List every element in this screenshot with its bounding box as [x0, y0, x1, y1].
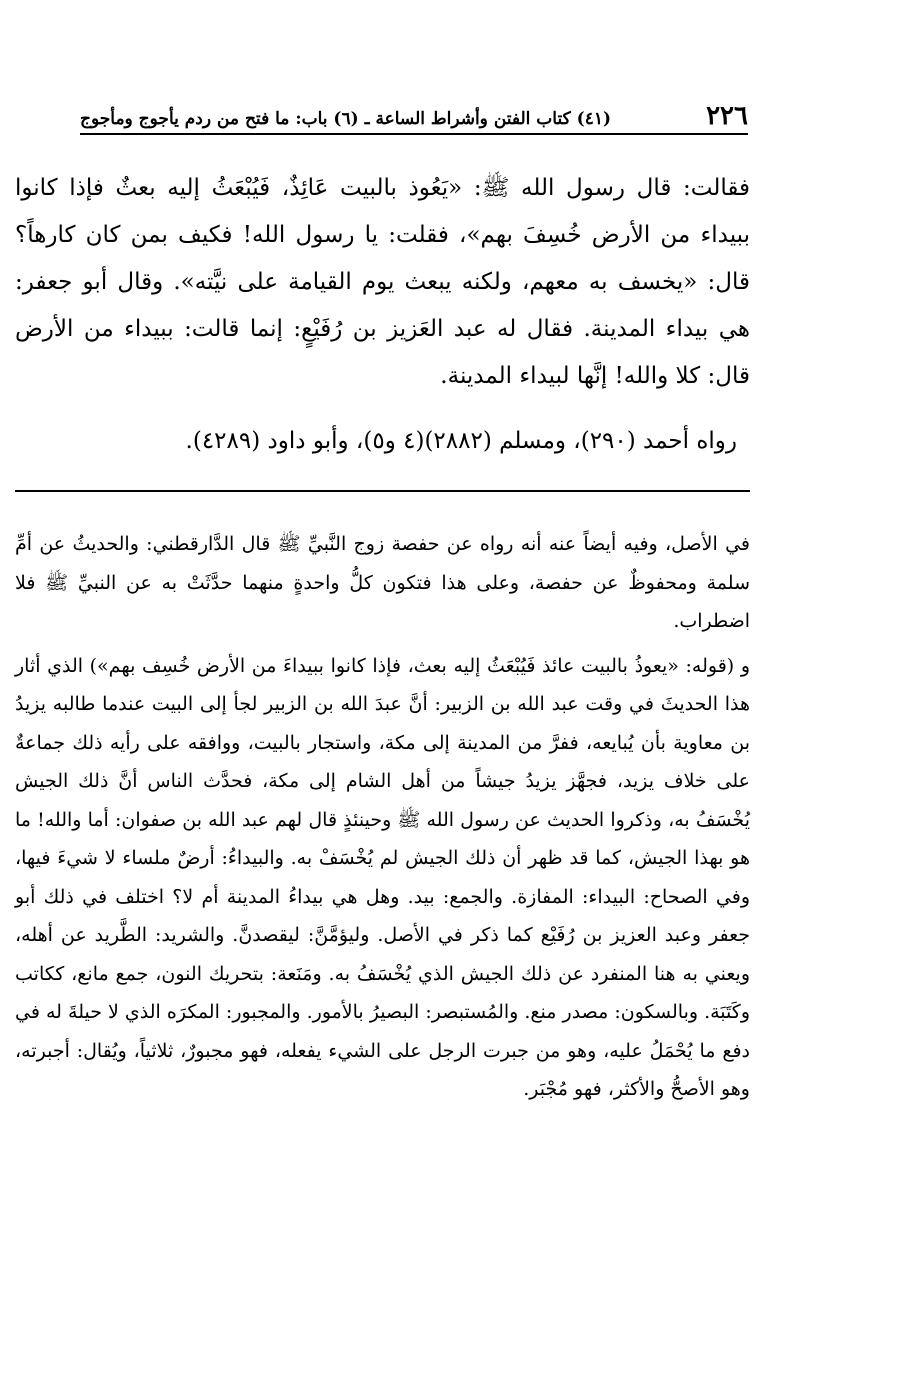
hadith-citation: رواه أحمد (٢٩٠)، ومسلم (٢٨٨٢)(٤ و٥)، وأبو داود (٤٢٨٩).: [185, 428, 737, 454]
hadith-text: [15, 165, 750, 400]
page-number: ٢٢٦: [706, 101, 748, 131]
commentary-section: [15, 525, 750, 1115]
running-header: [80, 95, 748, 135]
hadith-paragraph: فقالت: قال رسول الله ﷺ: «يَعُوذ بالبيت عَائِذٌ، فَيُبْعَثُ إليه بعثٌ فإذا كانوا ببيداء من الأرض خُسِفَ بهم»، فقلت: يا رسول الله! فكيف بمن كان كارهاً؟ قال: «يخسف به معهم، ولكنه يبعث يوم القيامة على نيَّته». وقال أبو جعفر: هي بيداء المدينة. فقال له عبد العَزيز بن رُفَيْعٍ: إنما قالت: ببيداء من الأرض قال: كلا والله! إنَّها لبيداء المدينة.: [15, 175, 750, 389]
section-divider: [15, 490, 750, 492]
chapter-title: (٤١) كتاب الفتن وأشراط الساعة ـ (٦) باب: ما فتح من ردم يأجوج ومأجوج: [80, 109, 611, 129]
commentary-paragraph: و (قوله: «يعوذُ بالبيت عائذ فَيُبْعَثُ إليه بعث، فإذا كانوا ببيداءَ من الأرض خُسِف بهم») الذي أثار هذا الحديثَ في وقت عبد الله بن الزبير: أنَّ عبدَ الله بن الزبير لجأ إلى البيت عندما طالبه يزيدُ بن معاوية بأن يُبايعه، ففرَّ من المدينة إلى مكة، واستجار بالبيت، ووافقه على رأيه ذلك جماعةٌ على خلاف يزيد، فجهَّز يزيدُ جيشاً من أهل الشام إلى مكة، فحدَّث الناس أنَّ ذلك الجيش يُخْسَفُ به، وذكروا الحديث عن رسول الله ﷺ وحينئذٍ قال لهم عبد الله بن صفوان: أما والله! ما هو بهذا الجيش، كما قد ظهر أن ذلك الجيش لم يُخْسَفْ به. والبيداءُ: أرضٌ ملساء لا شيءَ فيها، وفي الصحاح: البيداء: المفازة. والجمع: بيد. وهل هي بيداءُ المدينة أم لا؟ اختلف في ذلك أبو جعفر وعبد العزيز بن رُفَيْع كما ذكر في الأصل. وليؤمَّنَّ: ليقصدنَّ. والشريد: الطَّريد عن أهله، ويعني به هنا المنفرد عن ذلك الجيش الذي يُخْسَفُ به. ومَنَعة: بتحريك النون، جمع مانع، ككاتب وكَتَبَة. وبالسكون: مصدر منع. والمُستبصر: البصيرُ بالأمور. والمجبور: المكرَه الذي لا حيلةَ له في دفع ما يُحْمَلُ عليه، وهو من جبرت الرجل على الشيء يفعله، فهو مجبورٌ، ثلاثياً، ويُقال: أجبرته، وهو الأصحُّ والأكثر، فهو مُجْبَر.: [15, 654, 750, 1100]
commentary-paragraph: في الأصل، وفيه أيضاً عنه أنه رواه عن حفصة زوج النَّبيِّ ﷺ قال الدَّارقطني: والحديثُ عن أمِّ سلمة ومحفوظٌ عن حفصة، وعلى هذا فتكون كلُّ واحدةٍ منهما حدَّثَتْ به عن النبيِّ ﷺ فلا اضطراب.: [15, 533, 750, 632]
